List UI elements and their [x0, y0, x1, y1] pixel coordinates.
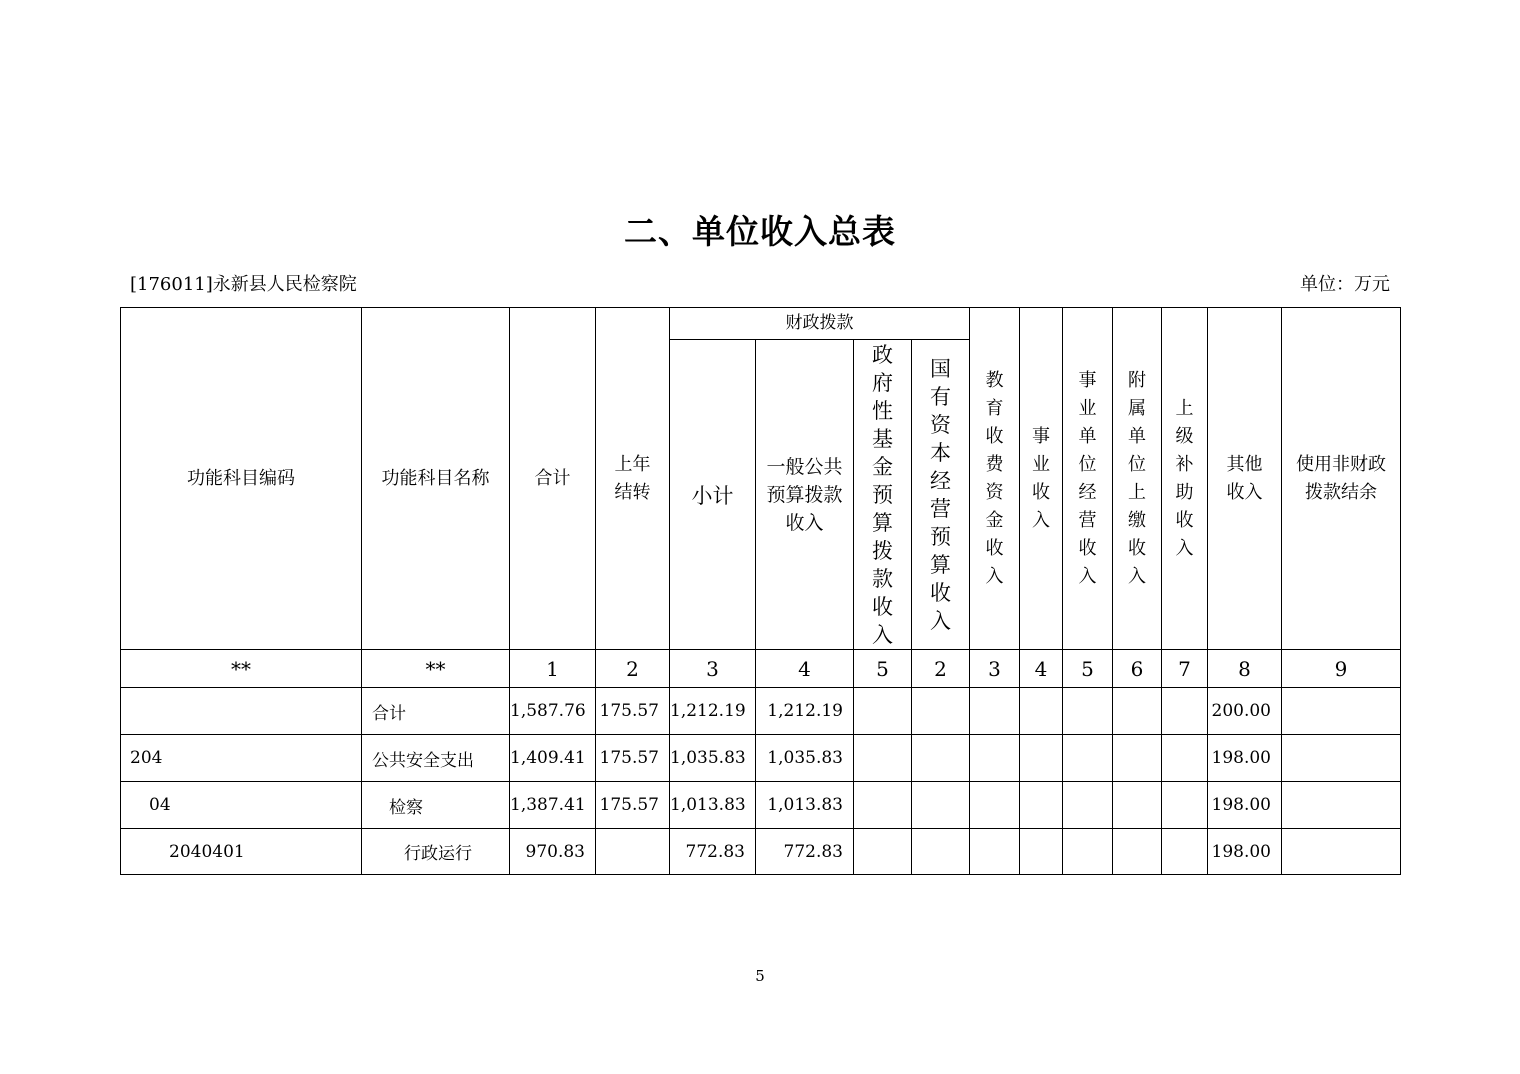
row-other: 198.00 [1208, 735, 1282, 782]
row-code: 2040401 [121, 829, 362, 875]
row-code: 04 [121, 782, 362, 829]
row-education [970, 735, 1020, 782]
row-superior [1162, 735, 1208, 782]
row-superior [1162, 829, 1208, 875]
page-number: 5 [755, 967, 765, 985]
row-superior [1162, 688, 1208, 735]
row-gov-fund [854, 735, 912, 782]
row-education [970, 688, 1020, 735]
header-other-income: 其他收入 [1208, 308, 1282, 650]
row-gov-fund [854, 688, 912, 735]
row-total: 970.83 [510, 829, 596, 875]
row-general: 772.83 [756, 829, 854, 875]
row-education [970, 782, 1020, 829]
table-row [121, 782, 1401, 829]
row-operating [1063, 782, 1113, 829]
header-subsidiary-income: 附属单位上缴收入 [1113, 308, 1162, 650]
header-name: 功能科目名称 [362, 308, 510, 650]
page-title: 二、单位收入总表 [624, 212, 896, 251]
header-education-fee: 教育收费资金收入 [970, 308, 1020, 650]
row-state-capital [912, 782, 970, 829]
row-subsidiary [1113, 688, 1162, 735]
header-fiscal-group: 财政拨款 [670, 308, 970, 340]
unit-name: [176011]永新县人民检察院 [130, 274, 357, 295]
row-non-fiscal [1282, 782, 1401, 829]
row-business [1020, 829, 1063, 875]
row-business [1020, 688, 1063, 735]
row-code [121, 688, 362, 735]
row-general: 1,013.83 [756, 782, 854, 829]
row-subsidiary [1113, 829, 1162, 875]
col-number: 7 [1162, 650, 1208, 688]
row-general: 1,212.19 [756, 688, 854, 735]
row-name: 合计 [362, 688, 510, 735]
table-row [121, 735, 1401, 782]
unit-label: 单位：万元 [1300, 274, 1390, 295]
row-business [1020, 782, 1063, 829]
col-number: 3 [670, 650, 756, 688]
row-superior [1162, 782, 1208, 829]
row-non-fiscal [1282, 735, 1401, 782]
row-gov-fund [854, 829, 912, 875]
column-number-row [121, 650, 1401, 688]
row-last-year: 175.57 [596, 688, 670, 735]
header-state-capital: 国有资本经营预算收入 [912, 340, 970, 650]
row-last-year: 175.57 [596, 782, 670, 829]
row-state-capital [912, 829, 970, 875]
col-number: 2 [596, 650, 670, 688]
income-summary-table [120, 307, 1401, 875]
row-other: 198.00 [1208, 829, 1282, 875]
table-row [121, 688, 1401, 735]
col-number: 5 [1063, 650, 1113, 688]
header-gov-fund: 政府性基金预算拨款收入 [854, 340, 912, 650]
row-total: 1,387.41 [510, 782, 596, 829]
row-last-year [596, 829, 670, 875]
col-number: 5 [854, 650, 912, 688]
row-operating [1063, 735, 1113, 782]
row-subsidiary [1113, 735, 1162, 782]
row-non-fiscal [1282, 829, 1401, 875]
row-subtotal: 1,013.83 [670, 782, 756, 829]
header-subtotal: 小计 [670, 340, 756, 650]
header-non-fiscal-balance: 使用非财政拨款结余 [1282, 308, 1401, 650]
row-other: 198.00 [1208, 782, 1282, 829]
col-number: 1 [510, 650, 596, 688]
row-subtotal: 772.83 [670, 829, 756, 875]
col-number: 4 [1020, 650, 1063, 688]
col-number: 9 [1282, 650, 1401, 688]
row-general: 1,035.83 [756, 735, 854, 782]
col-number: 3 [970, 650, 1020, 688]
row-operating [1063, 688, 1113, 735]
col-number: ** [362, 650, 510, 688]
header-total: 合计 [510, 308, 596, 650]
header-superior-subsidy: 上级补助收入 [1162, 308, 1208, 650]
header-business-income: 事业收入 [1020, 308, 1063, 650]
header-last-year: 上年结转 [596, 308, 670, 650]
col-number: ** [121, 650, 362, 688]
row-other: 200.00 [1208, 688, 1282, 735]
row-subtotal: 1,035.83 [670, 735, 756, 782]
col-number: 2 [912, 650, 970, 688]
row-total: 1,409.41 [510, 735, 596, 782]
row-name: 行政运行 [362, 829, 510, 875]
col-number: 4 [756, 650, 854, 688]
row-total: 1,587.76 [510, 688, 596, 735]
row-state-capital [912, 735, 970, 782]
row-name: 检察 [362, 782, 510, 829]
row-education [970, 829, 1020, 875]
col-number: 8 [1208, 650, 1282, 688]
col-number: 6 [1113, 650, 1162, 688]
row-business [1020, 735, 1063, 782]
row-operating [1063, 829, 1113, 875]
row-last-year: 175.57 [596, 735, 670, 782]
row-subtotal: 1,212.19 [670, 688, 756, 735]
header-operating-income: 事业单位经营收入 [1063, 308, 1113, 650]
row-gov-fund [854, 782, 912, 829]
row-non-fiscal [1282, 688, 1401, 735]
row-state-capital [912, 688, 970, 735]
header-code: 功能科目编码 [121, 308, 362, 650]
row-subsidiary [1113, 782, 1162, 829]
row-name: 公共安全支出 [362, 735, 510, 782]
table-row [121, 829, 1401, 875]
header-general-budget: 一般公共预算拨款收入 [756, 340, 854, 650]
row-code: 204 [121, 735, 362, 782]
